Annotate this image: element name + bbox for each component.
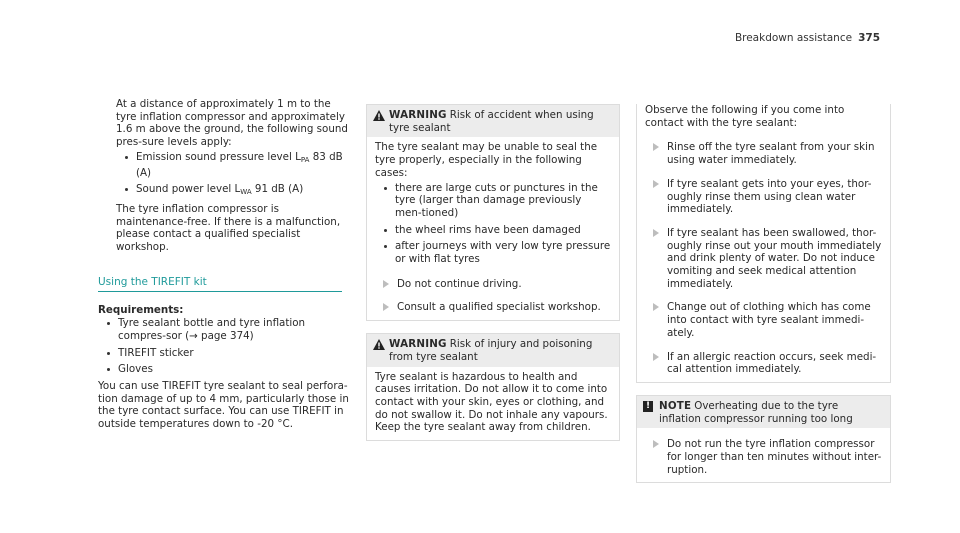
list-item: Emission sound pressure level $L_{PA}$ 83 dB (A) (116, 151, 350, 179)
warning-text: The tyre sealant may be unable to seal the tyre properly, especially in the following cases: (375, 141, 598, 179)
warning-label: WARNING (389, 338, 447, 351)
bullet-icon (384, 229, 387, 232)
note-label: NOTE (659, 399, 692, 412)
sound-level-list (116, 151, 350, 199)
bullet-icon (125, 188, 128, 191)
bullet-icon (107, 322, 110, 325)
bullet-icon (384, 187, 387, 190)
step-arrow-icon (653, 143, 659, 151)
warning-box-accident (366, 104, 620, 321)
warning-text: Tyre sealant is hazardous to health and causes irritation. Do not allow it to come into contact with your skin, eyes or clothing, and do not swallow it. Do not inhale any vapours. Keep the tyre sealant away from children. (375, 370, 608, 434)
step-arrow-icon (653, 229, 659, 237)
section-name: Breakdown assistance (734, 32, 853, 44)
note-body (637, 428, 890, 482)
list-item: the wheel rims have been damaged (375, 224, 611, 237)
note-box-overheating (636, 395, 891, 484)
note-header (637, 396, 890, 428)
list-item: Sound power level $L_{WA}$ 91 dB (A) (116, 183, 350, 199)
step-arrow-icon (653, 303, 659, 311)
bullet-icon (107, 368, 110, 371)
bullet-icon (107, 352, 110, 355)
usage-text: You can use TIREFIT tyre sealant to seal perfora-tion damage of up to 4 mm, particularly those in the tyre contact surface. You can use TIREFIT in outside temperatures down to -20 °C. (98, 379, 349, 431)
instruction-step: If tyre sealant gets into your eyes, thor-oughly rinse them using clean water immediately. (645, 178, 882, 216)
warning-title: Risk of accident when using tyre sealant (389, 109, 594, 134)
warning-header (367, 105, 619, 137)
step-arrow-icon (653, 440, 659, 448)
page-number: 375 (858, 32, 880, 44)
list-item: there are large cuts or punctures in the tyre (larger than damage previously men-tioned) (375, 182, 611, 220)
note-title: Overheating due to the tyre inflation compressor running too long (659, 399, 853, 425)
exclamation-icon: ! (643, 401, 653, 412)
requirements-title: Requirements: (98, 304, 184, 317)
instruction-step: If an allergic reaction occurs, seek medi-cal attention immediately. (645, 351, 882, 376)
list-item: Gloves (98, 363, 350, 376)
warning-body (367, 367, 619, 441)
warning-triangle-icon (373, 339, 385, 350)
list-item: after journeys with very low tyre pressure or with flat tyres (375, 240, 611, 265)
warning-box-poisoning (366, 333, 620, 441)
column-3 (636, 104, 891, 483)
instruction-step: Do not run the tyre inflation compressor for longer than ten minutes without inter-ruption. (645, 438, 882, 476)
warning-case-list (375, 182, 611, 266)
step-arrow-icon (653, 180, 659, 188)
maintenance-text: The tyre inflation compressor is maintenance-free. If there is a malfunction, please contact a qualified specialist workshop. (116, 202, 341, 254)
list-item: TIREFIT sticker (98, 347, 350, 360)
instruction-step: If tyre sealant has been swallowed, thor-oughly rinse out your mouth immediately and drink plenty of water. Do not induce vomiting and seek medical attention immediately. (645, 227, 882, 291)
step-arrow-icon (383, 280, 389, 288)
instruction-step: Consult a qualified specialist workshop. (375, 301, 611, 314)
distance-intro: At a distance of approximately 1 m to the tyre inflation compressor and approximately 1.6 m above the ground, the following sound pres-sure levels apply: (116, 98, 348, 149)
warning-body (367, 137, 619, 320)
warning-triangle-icon (373, 110, 385, 121)
page-header (735, 32, 880, 45)
warning-label: WARNING (389, 109, 447, 121)
instruction-step: Rinse off the tyre sealant from your skin using water immediately. (645, 141, 882, 166)
column-2 (366, 104, 620, 441)
sealant-contact-box (636, 104, 891, 383)
requirements-list (98, 317, 350, 376)
step-arrow-icon (383, 303, 389, 311)
step-arrow-icon (653, 353, 659, 361)
section-title: Using the TIREFIT kit (98, 276, 342, 293)
instruction-step: Change out of clothing which has come into contact with tyre sealant immedi-ately. (645, 301, 882, 339)
list-item: Tyre sealant bottle and tyre inflation compres-sor (→ page 374) (98, 317, 350, 342)
column-1 (98, 98, 350, 431)
warning-header (367, 334, 619, 366)
instruction-step: Do not continue driving. (375, 278, 611, 291)
bullet-icon (125, 156, 128, 159)
warning-title: Risk of injury and poisoning from tyre sealant (389, 338, 593, 363)
observe-text: Observe the following if you come into contact with the tyre sealant: (645, 104, 845, 129)
bullet-icon (384, 245, 387, 248)
